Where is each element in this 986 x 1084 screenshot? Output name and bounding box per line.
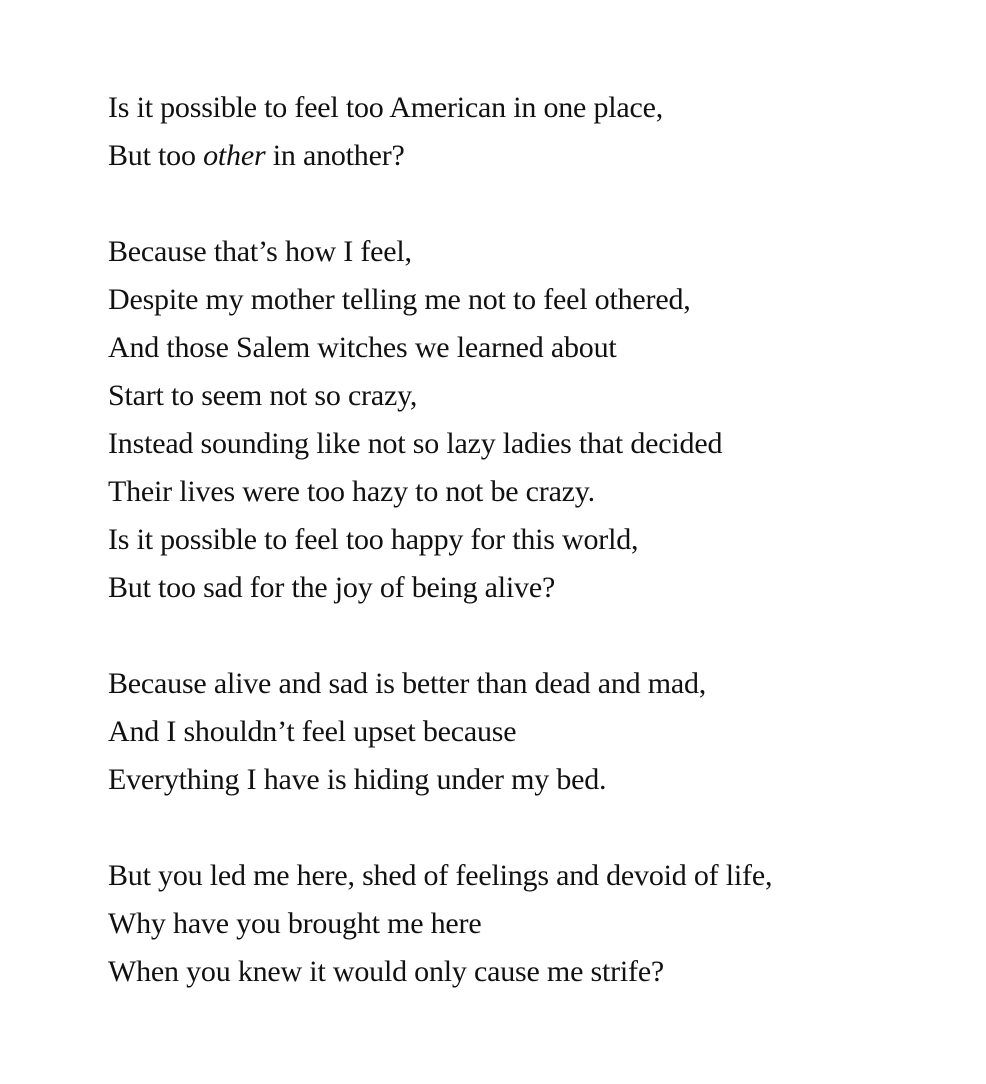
poem-line: Why have you brought me here: [108, 907, 482, 940]
poem-line: Instead sounding like not so lazy ladies that decided: [108, 427, 723, 460]
stanza-3: [108, 660, 968, 804]
poem-line: Their lives were too hazy to not be crazy.: [108, 475, 595, 508]
poem-line: But too sad for the joy of being alive?: [108, 571, 556, 604]
poem-line: Is it possible to feel too American in one place,: [108, 91, 664, 124]
poem-line: And I shouldn’t feel upset because: [108, 715, 517, 748]
stanza-4: [108, 852, 968, 996]
emphasized-word: other: [203, 139, 266, 172]
poem-line: Everything I have is hiding under my bed.: [108, 763, 607, 796]
poem-line: Because alive and sad is better than dead and mad,: [108, 667, 707, 700]
poem: [108, 84, 968, 996]
poem-line: [108, 132, 968, 180]
poem-line: Because that’s how I feel,: [108, 235, 412, 268]
poem-line: Start to seem not so crazy,: [108, 379, 418, 412]
poem-line: But you led me here, shed of feelings and devoid of life,: [108, 859, 773, 892]
poem-line: When you knew it would only cause me strife?: [108, 955, 665, 988]
stanza-1: [108, 84, 968, 180]
poem-line: Despite my mother telling me not to feel othered,: [108, 283, 691, 316]
stanza-2: [108, 228, 968, 612]
poem-line: Is it possible to feel too happy for this world,: [108, 523, 639, 556]
poem-line: And those Salem witches we learned about: [108, 331, 617, 364]
poem-line-text-after: in another?: [265, 139, 405, 172]
poem-line-text-before: But too: [108, 139, 204, 172]
